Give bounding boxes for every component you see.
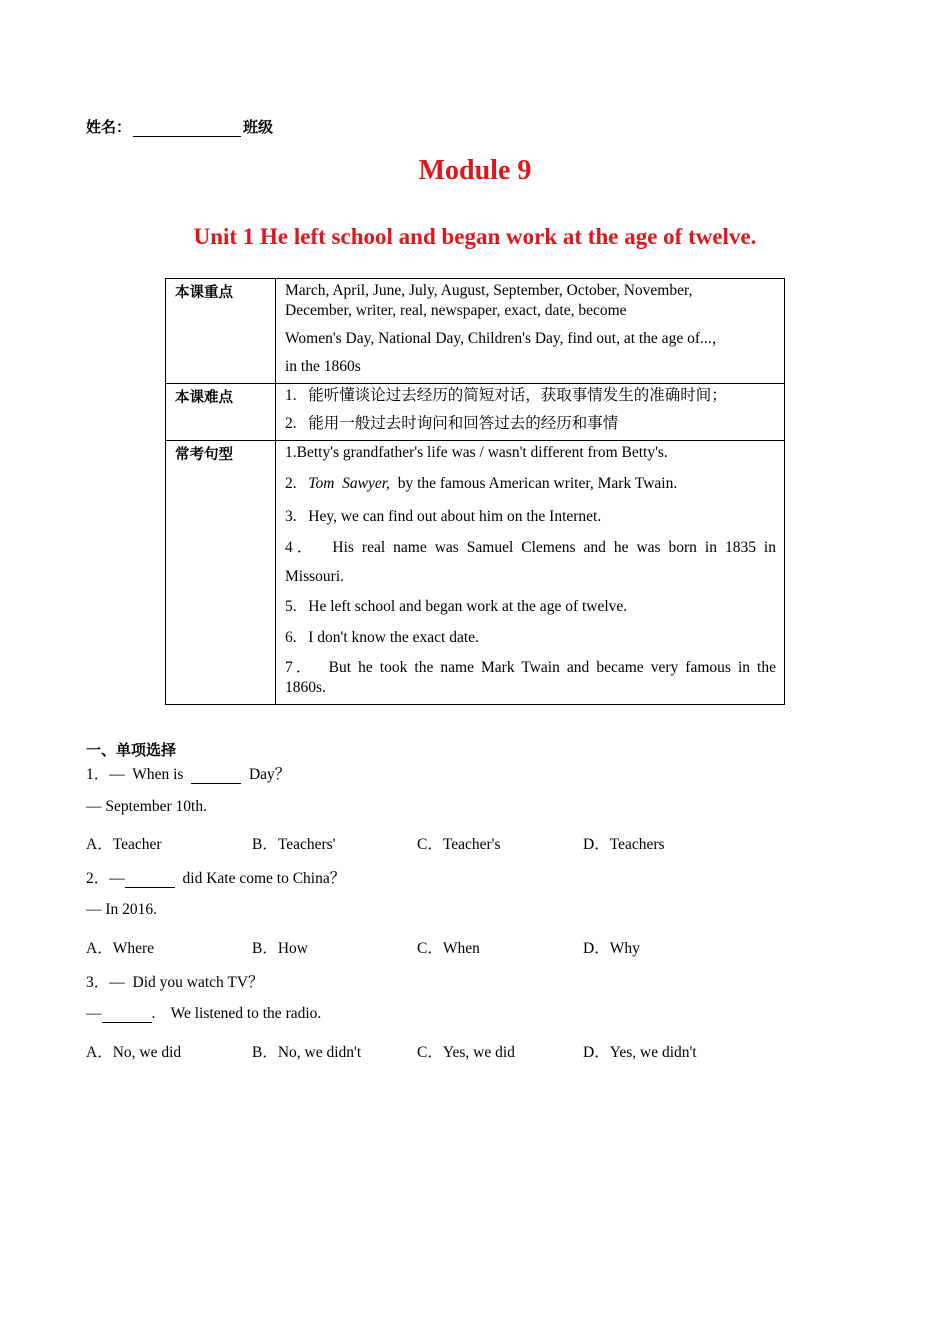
question-2-stem xyxy=(86,866,345,888)
option-b[interactable]: B．How xyxy=(252,940,308,957)
question-text: Day？ xyxy=(248,766,291,783)
unit-title: Unit 1 He left school and began work at the age of twelve. xyxy=(193,224,757,249)
sentence-text: by the famous American writer, Mark Twain. xyxy=(397,475,678,492)
name-blank[interactable] xyxy=(133,122,241,137)
answer-blank[interactable] xyxy=(191,769,241,784)
option-d[interactable]: D．Teachers xyxy=(583,836,665,853)
option-d[interactable]: D．Yes, we didn't xyxy=(583,1044,697,1061)
option-a[interactable]: A．Teacher xyxy=(86,836,162,853)
sentence-line: 7． But he took the name Mark Twain and became very famous in the xyxy=(285,659,776,676)
content-line: December, writer, real, newspaper, exact, date, become xyxy=(285,302,627,319)
answer-blank[interactable] xyxy=(102,1008,152,1023)
table-row xyxy=(166,441,785,705)
table-row xyxy=(166,279,785,384)
sentence-line: 1.Betty's grandfather's life was / wasn't different from Betty's. xyxy=(285,444,668,461)
option-a[interactable]: A．No, we did xyxy=(86,1044,182,1061)
sentence-line: 3. Hey, we can find out about him on the Internet. xyxy=(285,508,602,525)
option-a[interactable]: A．Where xyxy=(86,940,154,957)
option-c[interactable]: C．Yes, we did xyxy=(417,1044,515,1061)
content-line: Women's Day, National Day, Children's Day, find out, at the age of...， xyxy=(285,330,728,347)
sentence-line: 4． His real name was Samuel Clemens and he was born in 1835 in xyxy=(285,539,776,556)
content-line: 1. 能听懂谈论过去经历的简短对话，获取事情发生的准确时间； xyxy=(285,387,727,404)
row-content xyxy=(276,279,785,384)
name-label: 姓名： xyxy=(86,118,132,136)
sentence-number: 2. xyxy=(285,475,297,492)
question-2-options xyxy=(86,936,786,958)
sentence-line: 6. I don't know the exact date. xyxy=(285,629,479,646)
sentence-line: 1860s. xyxy=(285,679,326,696)
sentence-line: Missouri. xyxy=(285,568,344,585)
content-line: 2. 能用一般过去时询问和回答过去的经历和事情 xyxy=(285,415,619,432)
student-info-line xyxy=(86,116,273,137)
content-line: March, April, June, July, August, September, October, November, xyxy=(285,282,693,299)
sentence-line: 5. He left school and began work at the age of twelve. xyxy=(285,598,628,615)
row-content xyxy=(276,441,785,705)
book-title: Tom Sawyer, xyxy=(308,475,390,492)
option-b[interactable]: B．No, we didn't xyxy=(252,1044,362,1061)
question-2-response: — In 2016. xyxy=(86,901,158,918)
row-heading: 常考句型 xyxy=(166,441,276,705)
question-1-options xyxy=(86,832,786,854)
option-c[interactable]: C．Teacher's xyxy=(417,836,501,853)
question-text: did Kate come to China？ xyxy=(182,870,346,887)
question-1-stem xyxy=(86,762,290,784)
question-1-response: — September 10th. xyxy=(86,798,207,815)
row-heading: 本课重点 xyxy=(166,279,276,384)
sentence-line xyxy=(285,474,776,494)
answer-blank[interactable] xyxy=(125,873,175,888)
question-text: — xyxy=(86,1005,102,1022)
row-heading: 本课难点 xyxy=(166,384,276,441)
section-heading: 一、单项选择 xyxy=(86,741,177,759)
content-line: in the 1860s xyxy=(285,358,361,375)
table-row xyxy=(166,384,785,441)
class-label: 班级 xyxy=(243,118,274,136)
option-c[interactable]: C．When xyxy=(417,940,480,957)
option-d[interactable]: D．Why xyxy=(583,940,640,957)
question-text: 1．— When is xyxy=(86,766,184,783)
question-text: . We listened to the radio. xyxy=(151,1005,322,1022)
question-3-response xyxy=(86,1005,321,1023)
module-title: Module 9 xyxy=(418,155,532,186)
row-content xyxy=(276,384,785,441)
option-b[interactable]: B．Teachers' xyxy=(252,836,336,853)
question-text: 2．— xyxy=(86,870,125,887)
question-3-options xyxy=(86,1040,786,1062)
question-3-stem: 3．— Did you watch TV？ xyxy=(86,974,264,991)
lesson-key-points-table xyxy=(165,278,785,705)
